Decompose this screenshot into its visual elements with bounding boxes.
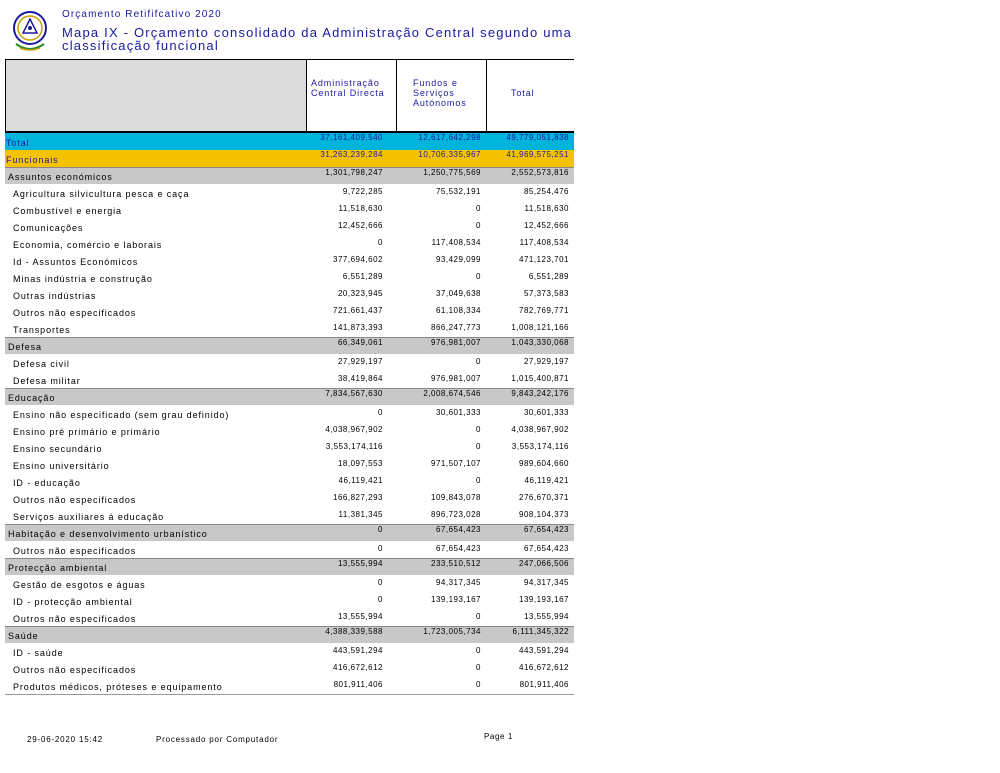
row-label: Ensino secundário [13, 444, 103, 454]
cell-total: 782,769,771 [519, 306, 569, 315]
func-row [5, 150, 574, 167]
row-label: Outras indústrias [13, 291, 97, 301]
cell-total: 94,317,345 [523, 578, 569, 587]
table-row [5, 490, 574, 507]
table-row [5, 354, 574, 371]
row-label: Funcionais [6, 155, 59, 165]
cell-total: 6,551,289 [528, 272, 569, 281]
cell-funds: 0 [476, 612, 481, 621]
cell-central: 31,263,239,284 [320, 150, 383, 159]
cell-total: 139,193,167 [519, 595, 569, 604]
cell-total: 67,654,423 [523, 544, 569, 553]
cell-funds: 976,981,007 [431, 338, 481, 347]
cell-central: 801,911,406 [333, 680, 383, 689]
cell-central: 0 [378, 578, 383, 587]
report-title: Mapa IX - Orçamento consolidado da Administração Central segundo uma classificação funcional [62, 25, 573, 53]
table-row [5, 677, 574, 694]
cell-funds: 37,049,638 [435, 289, 481, 298]
cell-total: 13,555,994 [523, 612, 569, 621]
footer-processed-note: Processado por Computador [156, 735, 279, 744]
row-label: Ensino universitário [13, 461, 110, 471]
cell-total: 6,111,345,322 [512, 627, 569, 636]
footer-page-number: Page 1 [484, 732, 513, 741]
table-row [5, 235, 574, 252]
table-row [5, 592, 574, 609]
cell-total: 46,119,421 [524, 476, 569, 485]
cell-central: 721,661,437 [333, 306, 383, 315]
row-label: Ensino não especificado (sem grau definido) [13, 410, 230, 420]
row-label: Outros não especificados [13, 665, 137, 675]
row-label: Total [6, 138, 30, 148]
cell-central: 38,419,864 [337, 374, 383, 383]
column-header-total: Total [486, 60, 574, 131]
cell-total: 67,654,423 [523, 525, 569, 534]
table-row [5, 609, 574, 626]
table-row [5, 660, 574, 677]
cell-central: 11,518,630 [338, 204, 383, 213]
row-label: Outros não especificados [13, 495, 137, 505]
cell-funds: 0 [476, 272, 481, 281]
table-row [5, 541, 574, 558]
cell-central: 0 [378, 525, 383, 534]
cell-central: 27,929,197 [337, 357, 383, 366]
cell-total: 908,104,373 [519, 510, 569, 519]
cell-funds: 30,601,333 [435, 408, 481, 417]
cell-central: 12,452,666 [337, 221, 383, 230]
row-label: Minas indústria e construção [13, 274, 153, 284]
row-label: Economia, comércio e laborais [13, 240, 163, 250]
cell-funds: 10,706,335,967 [418, 150, 481, 159]
cell-total: 9,843,242,176 [511, 389, 569, 398]
group-row [5, 558, 574, 575]
row-label: Educação [8, 393, 56, 403]
cell-central: 377,694,602 [333, 255, 383, 264]
cell-funds: 971,507,107 [431, 459, 481, 468]
cell-funds: 1,723,005,734 [423, 627, 481, 636]
table-body [5, 133, 574, 694]
group-row [5, 626, 574, 643]
table-row [5, 252, 574, 269]
cell-central: 20,323,945 [337, 289, 383, 298]
cell-funds: 93,429,099 [435, 255, 481, 264]
row-label: Assuntos económicos [8, 172, 113, 182]
cell-funds: 94,317,345 [435, 578, 481, 587]
cell-total: 989,604,660 [519, 459, 569, 468]
row-label: Combustível e energia [13, 206, 122, 216]
cell-central: 416,672,612 [333, 663, 383, 672]
cell-funds: 0 [476, 442, 481, 451]
cell-total: 12,452,666 [523, 221, 569, 230]
table-row [5, 422, 574, 439]
row-label: ID - protecção ambiental [13, 597, 133, 607]
cell-total: 2,552,573,816 [511, 168, 569, 177]
table-row [5, 405, 574, 422]
table-row [5, 269, 574, 286]
cell-central: 0 [378, 408, 383, 417]
table-row [5, 320, 574, 337]
cell-central: 66,349,061 [337, 338, 383, 347]
cell-central: 11,381,345 [338, 510, 383, 519]
cell-total: 801,911,406 [519, 680, 569, 689]
group-row [5, 524, 574, 541]
cell-total: 3,553,174,116 [511, 442, 569, 451]
cell-funds: 976,981,007 [431, 374, 481, 383]
cell-central: 141,873,393 [333, 323, 383, 332]
cell-central: 4,388,339,588 [325, 627, 383, 636]
cell-total: 471,123,701 [519, 255, 569, 264]
cell-funds: 233,510,512 [431, 559, 481, 568]
row-label: Protecção ambiental [8, 563, 108, 573]
cell-funds: 2,008,674,546 [423, 389, 481, 398]
cell-central: 166,827,293 [333, 493, 383, 502]
cell-central: 13,555,994 [337, 612, 383, 621]
cell-funds: 0 [476, 646, 481, 655]
cell-central: 0 [378, 544, 383, 553]
cell-total: 57,373,583 [523, 289, 569, 298]
cell-central: 6,551,289 [342, 272, 383, 281]
cell-total: 117,408,534 [519, 238, 569, 247]
column-header-central: Administração Central Directa [306, 60, 396, 131]
row-label: Produtos médicos, próteses e equipamento [13, 682, 223, 692]
column-header-funds: Fundos e Serviços Autónomos [396, 60, 486, 131]
table-row [5, 507, 574, 524]
cell-central: 37,161,409,540 [320, 133, 383, 142]
cell-funds: 139,193,167 [431, 595, 481, 604]
cell-total: 30,601,333 [523, 408, 569, 417]
row-label: Defesa [8, 342, 42, 352]
cell-funds: 0 [476, 425, 481, 434]
group-row [5, 388, 574, 405]
cell-central: 7,834,567,630 [325, 389, 383, 398]
table-row [5, 456, 574, 473]
table-row [5, 303, 574, 320]
table-row [5, 439, 574, 456]
row-label: Saúde [8, 631, 39, 641]
cell-funds: 0 [476, 680, 481, 689]
row-label: Outros não especificados [13, 614, 137, 624]
report-subtitle: Orçamento Retififcativo 2020 [62, 9, 222, 20]
cell-central: 0 [378, 595, 383, 604]
row-label: Comunicações [13, 223, 84, 233]
row-label: Ensino pré primário e primário [13, 427, 161, 437]
cell-central: 13,555,994 [337, 559, 383, 568]
table-row [5, 643, 574, 660]
table-bottom-rule [5, 694, 574, 695]
table-row [5, 184, 574, 201]
row-label: Serviços auxiliares á educação [13, 512, 165, 522]
row-label: Id - Assuntos Económicos [13, 257, 139, 267]
table-row [5, 575, 574, 592]
cell-funds: 75,532,191 [435, 187, 481, 196]
cell-total: 1,043,330,068 [511, 338, 569, 347]
cell-central: 3,553,174,116 [325, 442, 383, 451]
cell-total: 49,779,051,838 [506, 133, 569, 142]
cell-central: 0 [378, 238, 383, 247]
cell-central: 18,097,553 [337, 459, 383, 468]
table-row [5, 201, 574, 218]
row-label: Defesa militar [13, 376, 81, 386]
row-label: Defesa civil [13, 359, 70, 369]
cell-funds: 12,617,642,298 [418, 133, 481, 142]
table-row [5, 218, 574, 235]
cell-funds: 61,108,334 [435, 306, 481, 315]
row-label: ID - saúde [13, 648, 64, 658]
cell-funds: 67,654,423 [435, 525, 481, 534]
cell-central: 443,591,294 [333, 646, 383, 655]
cell-total: 416,672,612 [519, 663, 569, 672]
cell-funds: 109,843,078 [431, 493, 481, 502]
row-label: Agricultura silvicultura pesca e caça [13, 189, 190, 199]
cell-funds: 117,408,534 [431, 238, 481, 247]
cell-total: 27,929,197 [523, 357, 569, 366]
cell-funds: 896,723,028 [431, 510, 481, 519]
row-label: Transportes [13, 325, 71, 335]
cell-funds: 0 [476, 357, 481, 366]
cell-total: 1,008,121,166 [511, 323, 569, 332]
cell-central: 4,038,967,902 [325, 425, 383, 434]
row-label: Outros não especificados [13, 308, 137, 318]
cell-funds: 866,247,773 [431, 323, 481, 332]
cell-funds: 0 [476, 663, 481, 672]
total-row [5, 133, 574, 150]
table-row [5, 371, 574, 388]
cell-total: 41,969,575,251 [506, 150, 569, 159]
cell-total: 276,670,371 [519, 493, 569, 502]
group-row [5, 337, 574, 354]
table-header [5, 59, 574, 133]
group-row [5, 167, 574, 184]
table-row [5, 286, 574, 303]
cell-central: 46,119,421 [338, 476, 383, 485]
cell-funds: 1,250,775,569 [423, 168, 481, 177]
row-label: ID - educação [13, 478, 81, 488]
cell-total: 1,015,400,871 [511, 374, 569, 383]
cell-total: 443,591,294 [519, 646, 569, 655]
cell-total: 247,066,506 [519, 559, 569, 568]
row-label: Outros não especificados [13, 546, 137, 556]
cell-central: 1,301,798,247 [325, 168, 383, 177]
row-label: Habitação e desenvolvimento urbanístico [8, 529, 208, 539]
cell-total: 4,038,967,902 [511, 425, 569, 434]
cell-central: 9,722,285 [342, 187, 383, 196]
table-row [5, 473, 574, 490]
row-label: Gestão de esgotos e águas [13, 580, 146, 590]
cell-funds: 0 [476, 476, 481, 485]
government-emblem-icon [10, 10, 50, 54]
cell-funds: 0 [476, 204, 481, 213]
footer-date: 29-06-2020 15:42 [27, 735, 103, 744]
cell-total: 85,254,476 [523, 187, 569, 196]
cell-total: 11,518,630 [524, 204, 569, 213]
cell-funds: 67,654,423 [435, 544, 481, 553]
cell-funds: 0 [476, 221, 481, 230]
budget-table [5, 59, 574, 695]
